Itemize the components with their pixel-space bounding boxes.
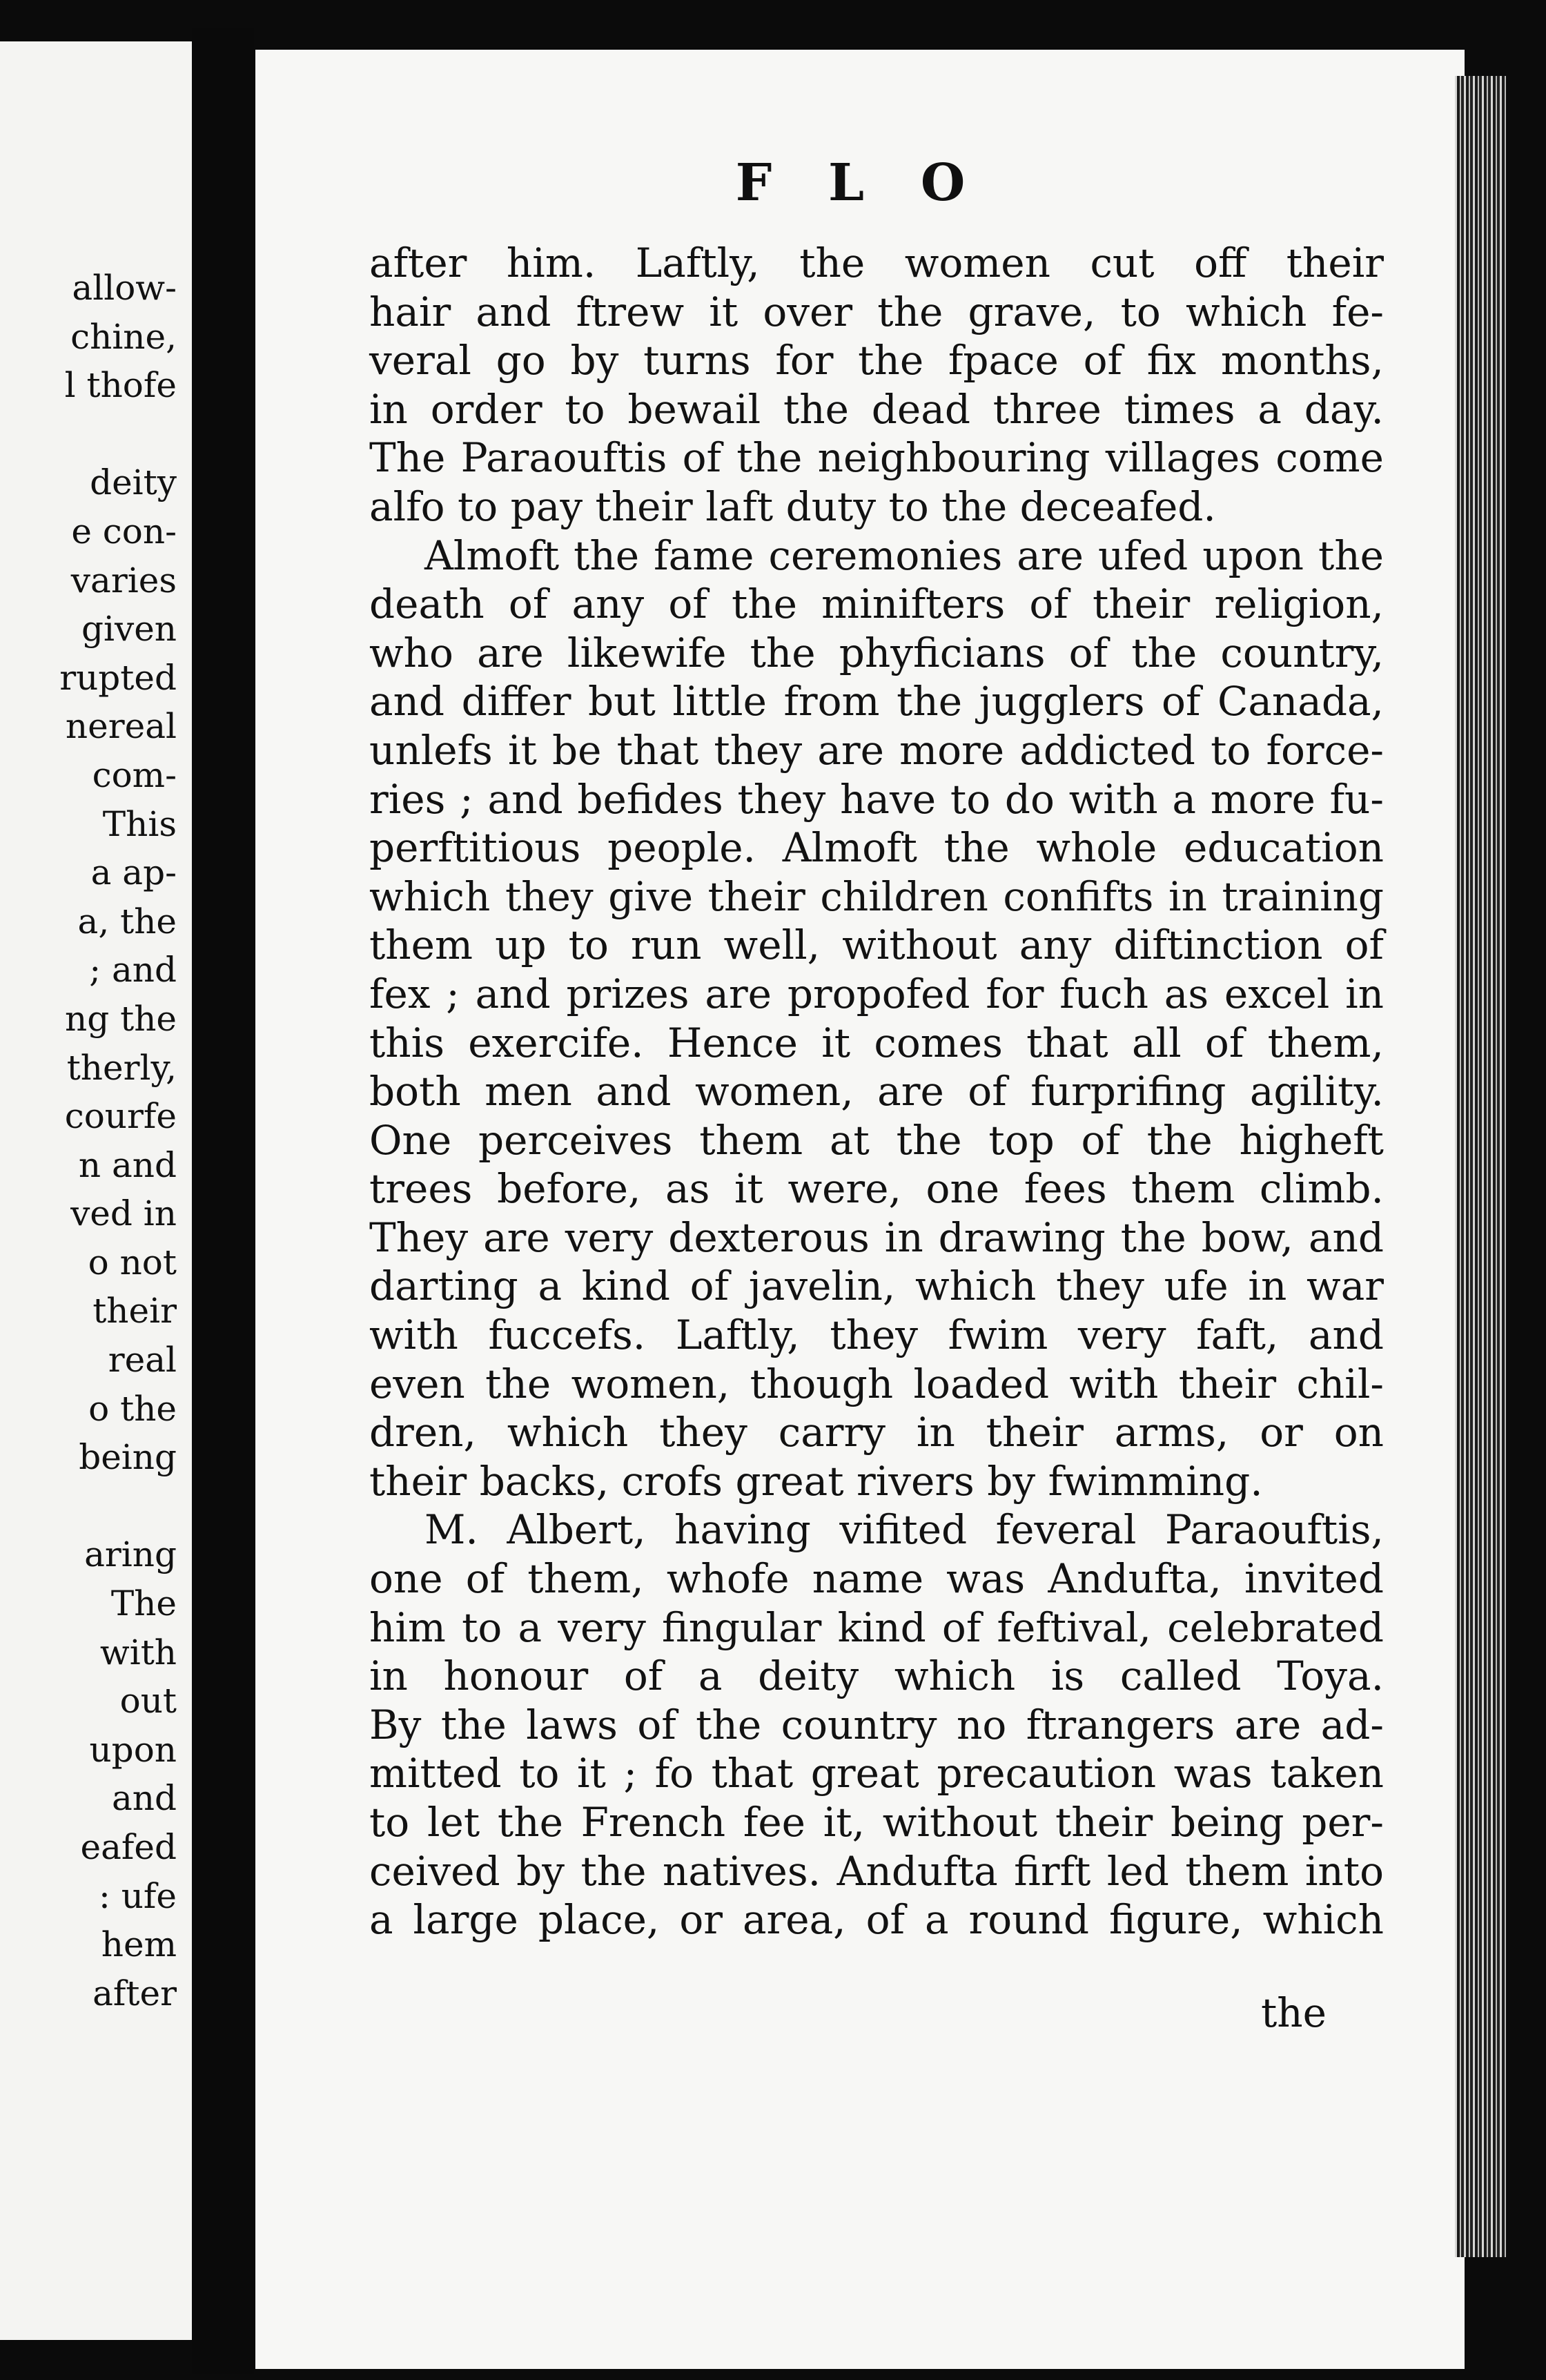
previous-page-line: upon: [89, 1729, 177, 1770]
previous-page-text: [0, 264, 177, 2018]
previous-page-line: ng the: [65, 998, 177, 1039]
previous-page-line: real: [108, 1340, 177, 1381]
previous-page-line: being: [79, 1437, 177, 1478]
text-line: unlefs it be that they are more addicted to force-: [369, 726, 1384, 774]
text-line: Almoft the fame ceremonies are ufed upon the: [424, 531, 1384, 579]
text-line: dren, which they carry in their arms, or on: [369, 1409, 1384, 1456]
previous-page-fragment: [0, 41, 192, 2340]
previous-page-line: : ufe: [98, 1875, 177, 1916]
text-line: perftitious people. Almoft the whole education: [369, 824, 1384, 872]
previous-page-line: therly,: [66, 1047, 177, 1088]
text-line: ceived by the natives. Andufta firft led them into: [369, 1847, 1384, 1895]
previous-page-line: with: [99, 1632, 177, 1672]
previous-page-line: [0, 410, 177, 459]
text-line: ries ; and befides they have to do with a more fu-: [369, 775, 1384, 823]
catchword: the: [1261, 1989, 1327, 2036]
previous-page-line: eafed: [80, 1827, 177, 1867]
text-line: death of any of the minifters of their religion,: [369, 581, 1384, 628]
text-line: in honour of a deity which is called Toya.: [369, 1652, 1384, 1700]
previous-page-line: varies: [70, 560, 177, 601]
previous-page-line: o the: [88, 1388, 177, 1429]
previous-page-line: chine,: [70, 316, 177, 357]
previous-page-line: hem: [101, 1924, 177, 1965]
book-gutter: [192, 28, 254, 2374]
text-line: a large place, or area, of a round figure, which: [369, 1896, 1384, 1944]
page-edges: [1455, 76, 1506, 2257]
text-line: and differ but little from the jugglers of Canada,: [369, 678, 1384, 725]
text-line: even the women, though loaded with their chil-: [369, 1360, 1384, 1407]
previous-page-line: com-: [92, 754, 177, 795]
text-line: after him. Laftly, the women cut off their: [369, 240, 1384, 286]
text-line: who are likewife the phyficians of the country,: [369, 629, 1384, 676]
text-line: one of them, whofe name was Andufta, invited: [369, 1555, 1384, 1603]
previous-page-line: This: [102, 803, 177, 844]
previous-page-line: l thofe: [64, 365, 177, 406]
text-line: this exercife. Hence it comes that all of them,: [369, 1019, 1384, 1066]
body-text: [369, 239, 1384, 1944]
previous-page-line: deity: [90, 462, 177, 503]
text-line: their backs, crofs great rivers by fwimming.: [369, 1457, 1263, 1505]
previous-page-line: ; and: [89, 950, 177, 991]
previous-page-line: ved in: [70, 1193, 177, 1234]
text-line: alfo to pay their laft duty to the deceafed.: [369, 482, 1216, 530]
running-head: F L O: [735, 153, 985, 213]
previous-page-line: a ap-: [90, 852, 177, 893]
previous-page-line: n and: [78, 1144, 177, 1185]
text-line: which they give their children confifts in training: [369, 872, 1384, 920]
previous-page-line: nereal: [65, 706, 177, 747]
text-line: hair and ftrew it over the grave, to which fe-: [369, 288, 1384, 335]
text-line: them up to run well, without any diftinction of: [369, 921, 1384, 969]
text-line: him to a very fingular kind of feftival, celebrated: [369, 1603, 1384, 1651]
text-line: The Paraouftis of the neighbouring villages come: [369, 434, 1384, 482]
text-line: in order to bewail the dead three times a day.: [369, 385, 1384, 433]
text-line: with fuccefs. Laftly, they fwim very faft, and: [369, 1311, 1384, 1359]
previous-page-line: e con-: [71, 511, 177, 552]
text-line: They are very dexterous in drawing the bow, and: [369, 1213, 1384, 1261]
previous-page-line: aring: [84, 1534, 177, 1575]
text-line: trees before, as it were, one fees them climb.: [369, 1165, 1384, 1213]
text-line: darting a kind of javelin, which they ufe in war: [369, 1262, 1384, 1310]
text-line: fex ; and prizes are propofed for fuch as excel in: [369, 970, 1384, 1017]
previous-page-line: o not: [88, 1242, 177, 1282]
text-line: both men and women, are of furprifing agility.: [369, 1068, 1384, 1115]
text-line: M. Albert, having vifited feveral Paraouftis,: [424, 1506, 1384, 1554]
text-line: One perceives them at the top of the higheft: [369, 1116, 1384, 1164]
previous-page-line: out: [119, 1681, 177, 1721]
previous-page-line: The: [110, 1583, 177, 1624]
book-page: [255, 50, 1465, 2369]
previous-page-line: rupted: [59, 657, 177, 698]
text-line: veral go by turns for the fpace of fix months,: [369, 337, 1384, 384]
previous-page-line: given: [81, 609, 177, 650]
previous-page-line: and: [111, 1778, 177, 1819]
previous-page-line: their: [92, 1291, 177, 1332]
text-line: mitted to it ; fo that great precaution was taken: [369, 1750, 1384, 1797]
previous-page-line: after: [92, 1973, 177, 2013]
text-line: to let the French fee it, without their being per-: [369, 1799, 1384, 1846]
previous-page-line: a, the: [77, 901, 177, 942]
previous-page-line: [0, 1482, 177, 1531]
text-line: By the laws of the country no ftrangers are ad-: [369, 1701, 1384, 1748]
previous-page-line: courfe: [64, 1096, 177, 1137]
previous-page-line: allow-: [72, 268, 177, 308]
